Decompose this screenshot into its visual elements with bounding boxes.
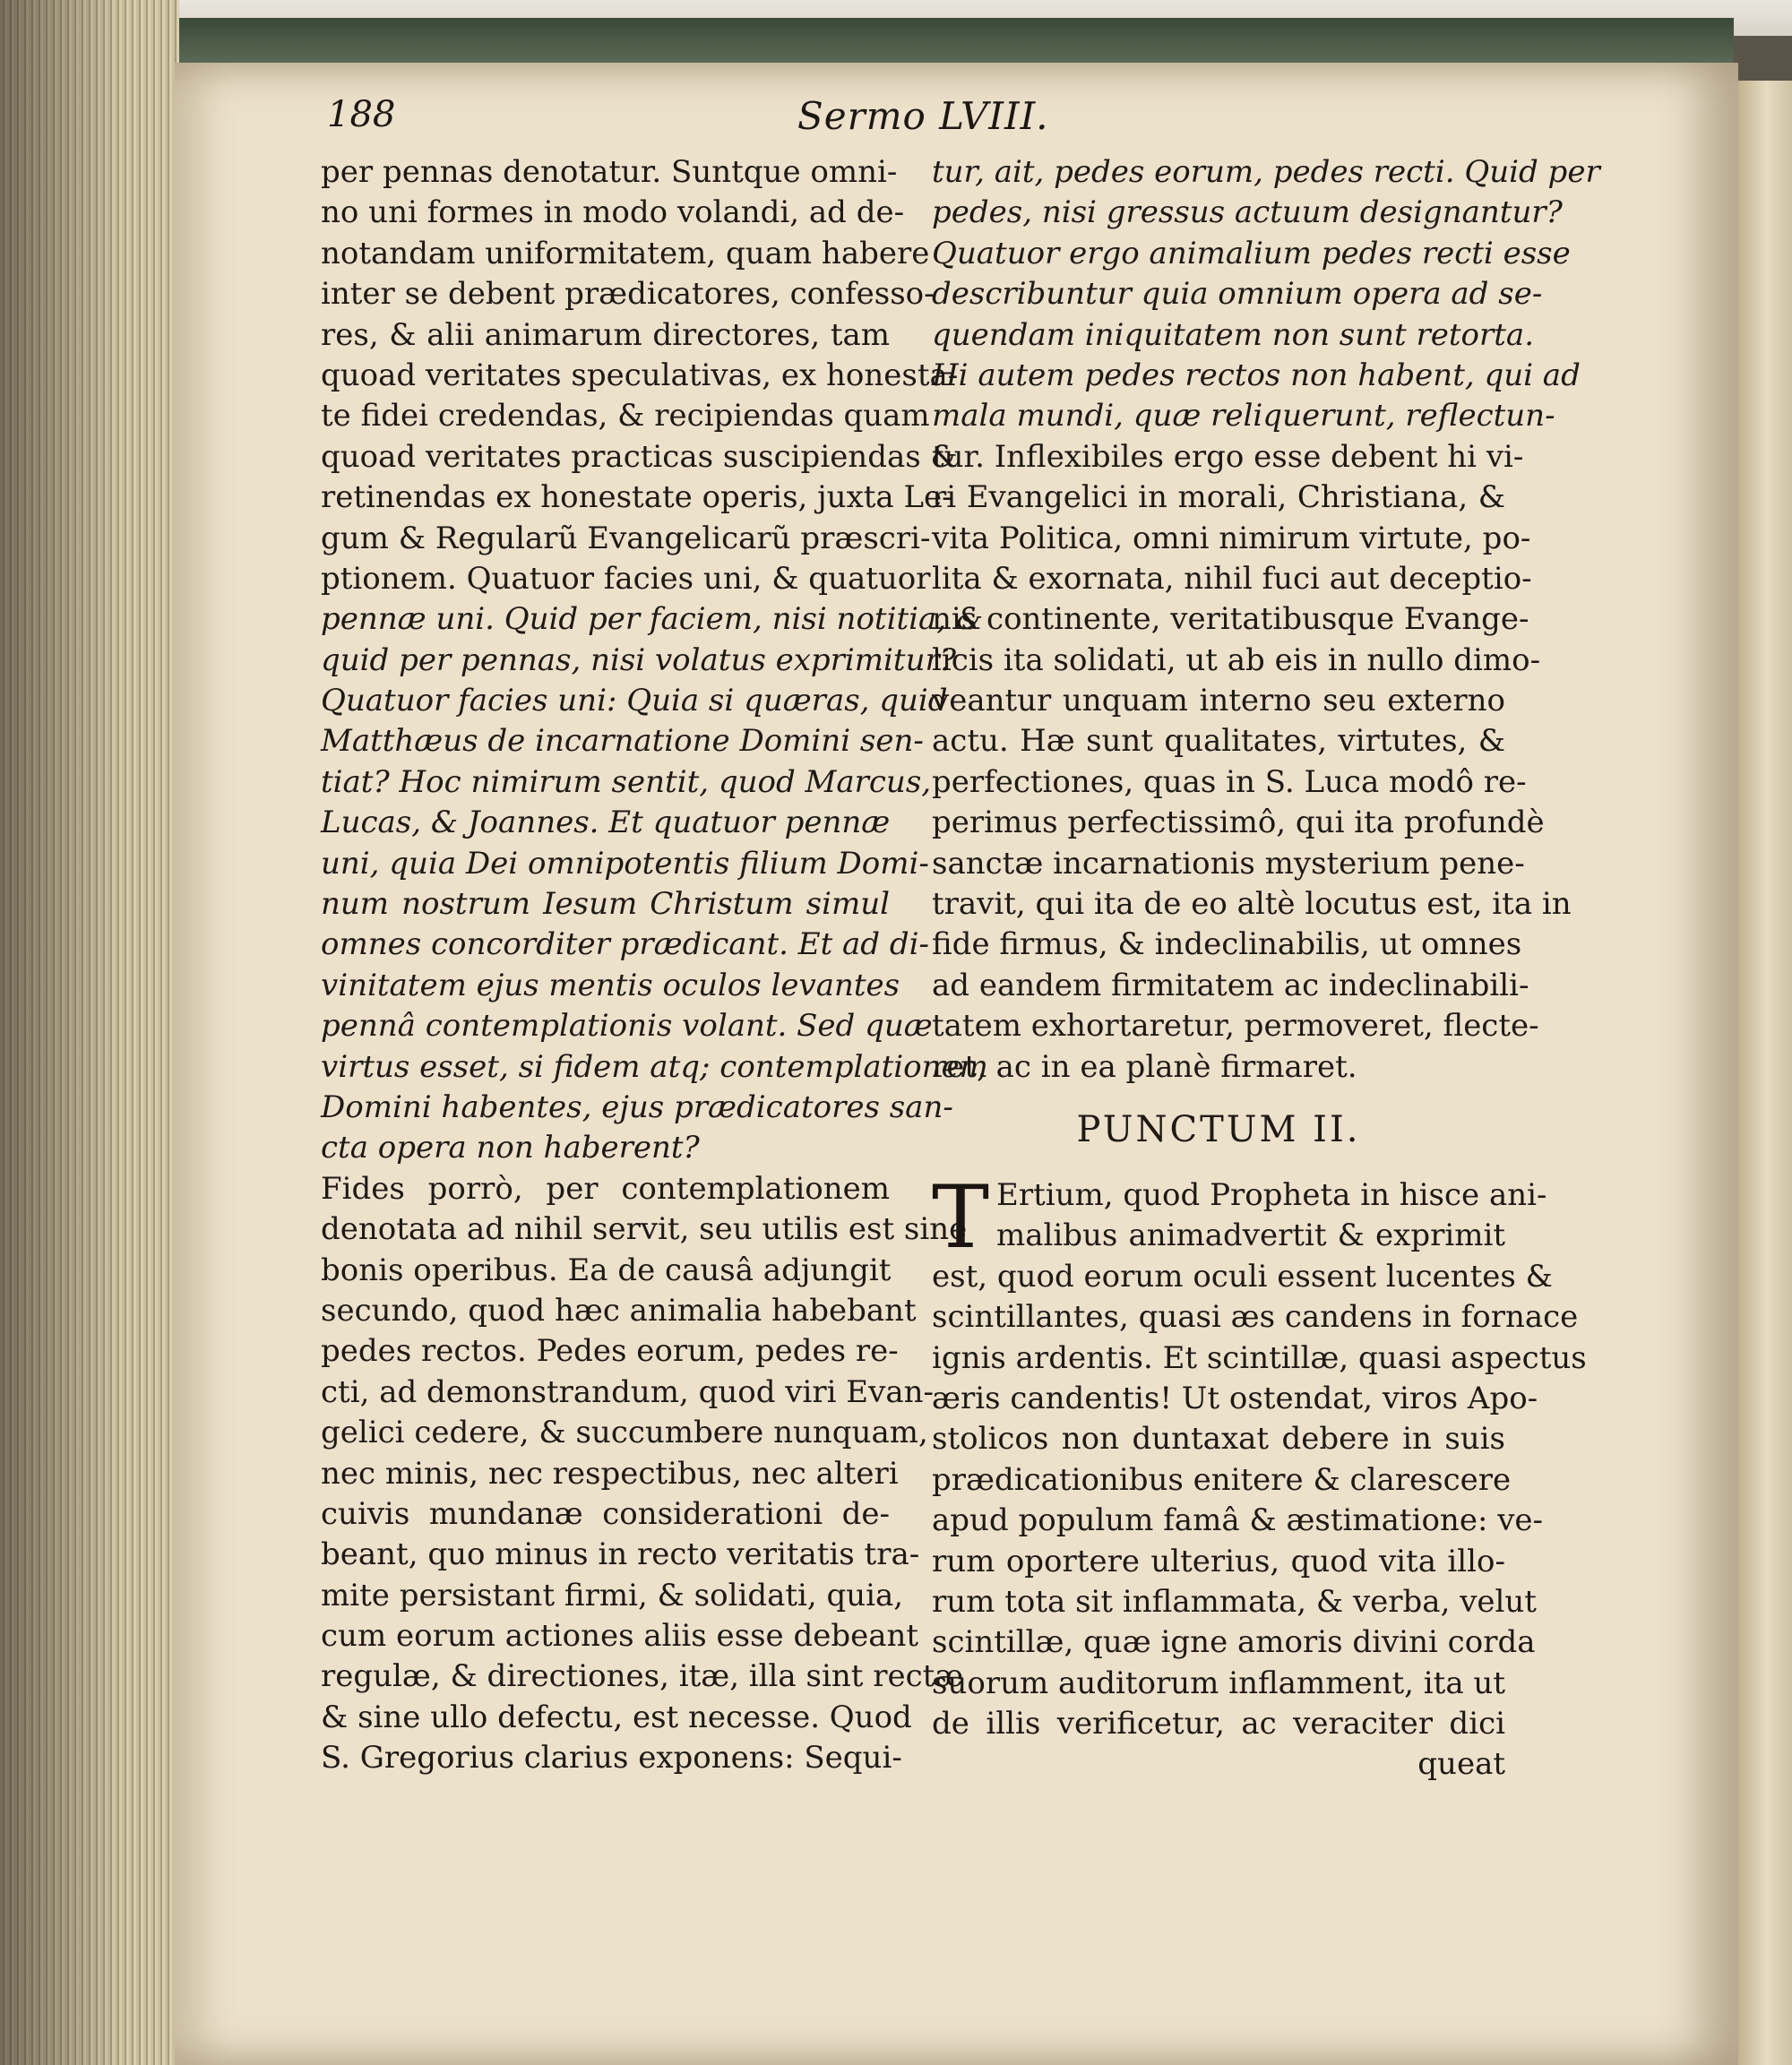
text-line: ri Evangelici in morali, Christiana, &: [932, 479, 1505, 516]
text-line: quoad veritates speculativas, ex honesta-: [321, 357, 959, 393]
text-line: no uni formes in modo volandi, ad de-: [321, 194, 905, 231]
text-line: uni, quia Dei omnipotentis filium Domi-: [321, 845, 929, 882]
page-number: 188: [327, 94, 396, 135]
text-line: quendam iniquitatem non sunt retorta.: [932, 316, 1534, 353]
text-line: licis ita solidati, ut ab eis in nullo dimo-: [932, 641, 1541, 678]
text-line: mite persistant firmi, & solidati, quia,: [321, 1577, 904, 1613]
text-line: tur, ait, pedes eorum, pedes recti. Quid per: [932, 154, 1600, 190]
text-line: pennâ contemplationis volant. Sed quæ: [321, 1008, 933, 1045]
text-line: Fides porrò, per contemplationem: [321, 1170, 890, 1207]
text-line: de illis verificetur, ac veraciter dici: [932, 1706, 1505, 1742]
text-line: est, quod eorum oculi essent lucentes &: [932, 1258, 1553, 1295]
text-line: ignis ardentis. Et scintillæ, quasi aspectus: [932, 1339, 1587, 1376]
text-line: tiat? Hoc nimirum sentit, quod Marcus,: [321, 763, 932, 800]
text-line: cum eorum actiones aliis esse debeant: [321, 1618, 919, 1655]
text-line: regulæ, & directiones, itæ, illa sint rectæ: [321, 1658, 964, 1695]
text-line: vinitatem ejus mentis oculos levantes: [321, 967, 900, 1003]
text-line: quid per pennas, nisi volatus exprimitur?: [321, 641, 956, 678]
text-line: te fidei credendas, & recipiendas quam: [321, 398, 930, 435]
text-line: fide firmus, & indeclinabilis, ut omnes: [932, 926, 1522, 963]
text-line: scintillæ, quæ igne amoris divini corda: [932, 1624, 1536, 1661]
drop-cap-letter: T: [932, 1166, 990, 1268]
text-line: æris candentis! Ut ostendat, viros Apo-: [932, 1380, 1538, 1416]
text-line: suorum auditorum inflamment, ita ut: [932, 1665, 1505, 1701]
right-column-bottom-text: [932, 1166, 1587, 1744]
text-line: bonis operibus. Ea de causâ adjungit: [321, 1252, 892, 1288]
section-heading: PUNCTUM II.: [1076, 1108, 1361, 1150]
text-line: prædicationibus enitere & clarescere: [932, 1461, 1512, 1498]
text-line: ad eandem firmitatem ac indeclinabili-: [932, 967, 1529, 1003]
text-line: perimus perfectissimô, qui ita profundè: [932, 804, 1545, 841]
text-line: cta opera non haberent?: [321, 1130, 700, 1166]
text-line: describuntur quia omnium opera ad se-: [932, 276, 1543, 313]
text-line: rum oportere ulterius, quod vita illo-: [932, 1543, 1505, 1579]
text-line: retinendas ex honestate operis, juxta Le-: [321, 479, 952, 516]
text-line: scintillantes, quasi æs candens in fornace: [932, 1299, 1579, 1336]
text-line: pennæ uni. Quid per faciem, nisi notitia, &: [321, 601, 984, 638]
text-line: notandam uniformitatem, quam habere: [321, 235, 930, 271]
text-line: nec minis, nec respectibus, nec alteri: [321, 1455, 899, 1492]
text-line: gelici cedere, & succumbere nunquam,: [321, 1415, 928, 1451]
text-line: travit, qui ita de eo altè locutus est, ita in: [932, 886, 1572, 923]
text-line: gum & Regularũ Evangelicarũ præscri-: [321, 520, 931, 556]
text-line: cti, ad demonstrandum, quod viri Evan-: [321, 1373, 934, 1410]
catchword: queat: [1417, 1746, 1505, 1783]
text-line: Quatuor facies uni: Quia si quæras, quid: [321, 683, 948, 719]
text-line: Matthæus de incarnatione Domini sen-: [321, 723, 924, 760]
text-line: & sine ullo defectu, est necesse. Quod: [321, 1699, 912, 1735]
text-line: denotata ad nihil servit, seu utilis est sine: [321, 1211, 968, 1248]
text-line: tatem exhortaretur, permoveret, flecte-: [932, 1008, 1539, 1045]
text-line: cuivis mundanæ considerationi de-: [321, 1495, 890, 1532]
text-line: malibus animadvertit & exprimit: [996, 1217, 1505, 1254]
text-line: apud populum famâ & æstimatione: ve-: [932, 1502, 1544, 1539]
right-column: [932, 152, 1600, 1785]
text-line: perfectiones, quas in S. Luca modô re-: [932, 763, 1527, 800]
facing-page-edge: [1729, 81, 1792, 2065]
text-line: res, & alii animarum directores, tam: [321, 316, 890, 353]
text-line: S. Gregorius clarius exponens: Sequi-: [321, 1740, 902, 1777]
right-column-top-text: [932, 152, 1600, 1088]
text-line: rum tota sit inflammata, & verba, velut: [932, 1583, 1537, 1620]
text-line: num nostrum Iesum Christum simul: [321, 886, 890, 923]
text-line: secundo, quod hæc animalia habebant: [321, 1292, 917, 1329]
left-column: [321, 152, 988, 1779]
text-line: Ertium, quod Propheta in hisce ani-: [996, 1176, 1547, 1213]
text-line: per pennas denotatur. Suntque omni-: [321, 154, 898, 190]
text-line: actu. Hæ sunt qualitates, virtutes, &: [932, 723, 1505, 760]
text-line: lita & exornata, nihil fuci aut deceptio-: [932, 560, 1532, 597]
text-line: pedes, nisi gressus actuum designantur?: [932, 194, 1563, 231]
text-line: vita Politica, omni nimirum virtute, po-: [932, 520, 1531, 556]
text-line: quoad veritates practicas suscipiendas &: [321, 438, 958, 475]
text-line: tur. Inflexibiles ergo esse debent hi vi-: [932, 438, 1524, 475]
text-line: veantur unquam interno seu externo: [932, 683, 1505, 719]
running-title: Sermo LVIII.: [797, 94, 1049, 138]
text-line: Quatuor ergo animalium pedes recti esse: [932, 235, 1571, 271]
text-line: virtus esset, si fidem atq; contemplationem: [321, 1048, 988, 1085]
text-line: Hi autem pedes rectos non habent, qui ad: [932, 357, 1581, 393]
text-line: inter se debent prædicatores, confesso-: [321, 276, 935, 313]
text-line: ptionem. Quatuor facies uni, & quatuor: [321, 560, 931, 597]
text-line: Domini habentes, ejus prædicatores san-: [321, 1088, 953, 1125]
text-line: beant, quo minus in recto veritatis tra-: [321, 1536, 920, 1573]
section-paragraph: [932, 1166, 1587, 1744]
text-line: ret, ac in ea planè firmaret.: [932, 1048, 1357, 1085]
text-line: Lucas, & Joannes. Et quatuor pennæ: [321, 804, 891, 841]
page-stack-shadow: [0, 0, 179, 2065]
text-line: omnes concorditer prædicant. Et ad di-: [321, 926, 930, 963]
text-line: nis continente, veritatibusque Evange-: [932, 601, 1529, 638]
text-line: stolicos non duntaxat debere in suis: [932, 1421, 1505, 1458]
text-line: mala mundi, quæ reliquerunt, reflectun-: [932, 398, 1555, 435]
text-line: sanctæ incarnationis mysterium pene-: [932, 845, 1525, 882]
text-line: pedes rectos. Pedes eorum, pedes re-: [321, 1333, 899, 1370]
